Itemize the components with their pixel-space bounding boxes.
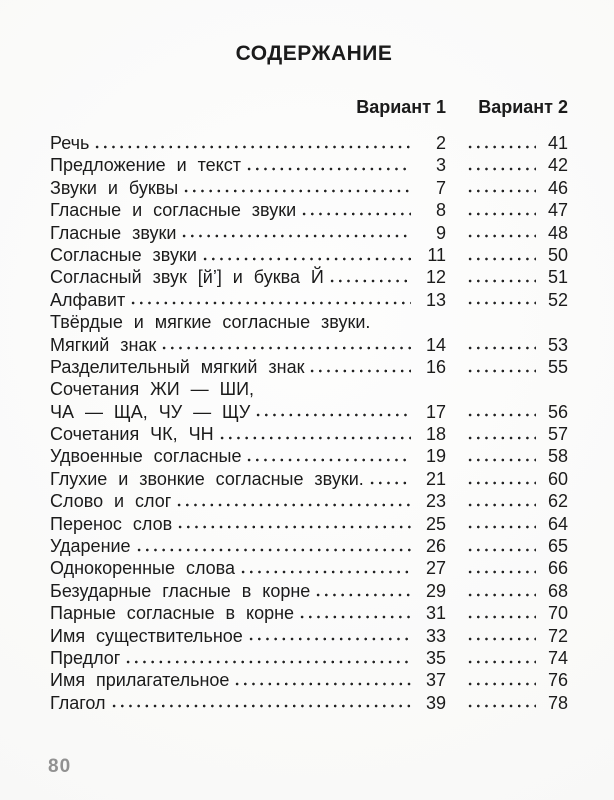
page-number-variant2: 65 bbox=[547, 536, 568, 557]
dot-leader bbox=[201, 244, 411, 266]
toc-row bbox=[50, 445, 568, 467]
dot-leader bbox=[466, 625, 536, 647]
toc-entry-title: Глагол bbox=[50, 692, 106, 713]
toc-entry-title: Слово и слог bbox=[50, 491, 172, 512]
dot-leader bbox=[93, 132, 411, 154]
toc-entry-title: Имя существительное bbox=[50, 625, 243, 646]
variant2-cell bbox=[446, 513, 568, 535]
dot-leader bbox=[466, 199, 536, 221]
page-number-folio: 80 bbox=[48, 756, 72, 777]
dot-leader bbox=[135, 535, 411, 557]
toc-content bbox=[50, 0, 568, 714]
toc-entry-title: Твёрдые и мягкие согласные звуки. bbox=[50, 312, 371, 333]
toc-row bbox=[50, 266, 568, 288]
dot-leader bbox=[129, 289, 411, 311]
toc-entry-title: Мягкий знак bbox=[50, 334, 157, 355]
dot-leader bbox=[254, 401, 411, 423]
variant2-cell bbox=[446, 289, 568, 311]
variant2-cell bbox=[446, 154, 568, 176]
page-number-variant2: 66 bbox=[547, 558, 568, 579]
page-number-variant2: 68 bbox=[547, 580, 568, 601]
toc-row bbox=[50, 244, 568, 266]
page-number-variant2: 57 bbox=[547, 424, 568, 445]
variant2-cell bbox=[446, 647, 568, 669]
dot-leader bbox=[124, 647, 411, 669]
variant2-cell bbox=[446, 490, 568, 512]
toc-row bbox=[50, 334, 568, 356]
toc-entry-title: Сочетания ЖИ — ШИ, bbox=[50, 379, 255, 400]
page-number-variant1: 14 bbox=[425, 334, 446, 355]
page-number-variant1: 7 bbox=[435, 177, 446, 198]
dot-leader bbox=[466, 602, 536, 624]
dot-leader bbox=[247, 625, 411, 647]
dot-leader bbox=[180, 222, 411, 244]
dot-leader bbox=[466, 289, 536, 311]
page-number-variant1: 37 bbox=[425, 670, 446, 691]
toc-row bbox=[50, 557, 568, 579]
variant2-cell bbox=[446, 557, 568, 579]
page-number-variant1: 12 bbox=[425, 267, 446, 288]
dot-leader bbox=[182, 177, 411, 199]
page-number-variant1: 26 bbox=[425, 536, 446, 557]
page-number-variant1: 27 bbox=[425, 558, 446, 579]
page-number-variant1: 2 bbox=[435, 133, 446, 153]
toc-row bbox=[50, 132, 568, 154]
variant2-cell bbox=[446, 177, 568, 199]
variant2-cell bbox=[446, 535, 568, 557]
page-number-variant1: 18 bbox=[425, 424, 446, 445]
variant2-cell bbox=[446, 468, 568, 490]
toc-entry-title: Сочетания ЧК, ЧН bbox=[50, 424, 214, 445]
page-number-variant1: 21 bbox=[425, 468, 446, 489]
page-number-variant2: 46 bbox=[547, 177, 568, 198]
variant2-cell bbox=[446, 692, 568, 714]
toc-row bbox=[50, 513, 568, 535]
page-number-variant2: 62 bbox=[547, 491, 568, 512]
variant2-column-header: Вариант 2 bbox=[478, 97, 568, 117]
dot-leader bbox=[300, 199, 411, 221]
dot-leader bbox=[298, 602, 411, 624]
variant2-cell bbox=[446, 401, 568, 423]
page-number-variant2: 58 bbox=[547, 446, 568, 467]
toc-entry-title: Согласные звуки bbox=[50, 244, 197, 265]
dot-leader bbox=[466, 692, 536, 714]
toc-entry-title: ЧА — ЩА, ЧУ — ЩУ bbox=[50, 401, 251, 422]
variant2-cell bbox=[446, 334, 568, 356]
dot-leader bbox=[466, 468, 536, 490]
toc-entry-title: Гласные звуки bbox=[50, 222, 177, 243]
toc-row bbox=[50, 378, 568, 400]
page-number-variant1: 17 bbox=[425, 401, 446, 422]
dot-leader bbox=[466, 154, 536, 176]
variant2-cell bbox=[446, 356, 568, 378]
page-number-variant1: 29 bbox=[425, 580, 446, 601]
toc-row bbox=[50, 177, 568, 199]
page-number-variant2: 74 bbox=[547, 647, 568, 668]
dot-leader bbox=[314, 580, 411, 602]
page-number-variant2: 56 bbox=[547, 401, 568, 422]
dot-leader bbox=[466, 580, 536, 602]
dot-leader bbox=[466, 423, 536, 445]
page-number-variant2: 52 bbox=[547, 289, 568, 310]
toc-entry-title: Предлог bbox=[50, 647, 121, 668]
page-number-variant2: 78 bbox=[547, 692, 568, 713]
toc-entry-title: Ударение bbox=[50, 536, 131, 557]
toc-row bbox=[50, 580, 568, 602]
variant2-cell bbox=[446, 132, 568, 154]
dot-leader bbox=[466, 445, 536, 467]
page-number-variant2: 72 bbox=[547, 625, 568, 646]
variant1-column-header: Вариант 1 bbox=[356, 97, 446, 117]
toc-row bbox=[50, 602, 568, 624]
page-number-variant1: 19 bbox=[425, 446, 446, 467]
dot-leader bbox=[466, 356, 536, 378]
toc-row bbox=[50, 222, 568, 244]
page-number-variant1: 23 bbox=[425, 491, 446, 512]
dot-leader bbox=[466, 401, 536, 423]
page-number-variant1: 25 bbox=[425, 513, 446, 534]
dot-leader bbox=[368, 468, 411, 490]
toc-row bbox=[50, 625, 568, 647]
dot-leader bbox=[175, 490, 411, 512]
toc-row bbox=[50, 401, 568, 423]
toc-row bbox=[50, 468, 568, 490]
dot-leader bbox=[110, 692, 411, 714]
dot-leader bbox=[245, 445, 411, 467]
toc-row bbox=[50, 311, 568, 333]
dot-leader bbox=[160, 334, 411, 356]
page-number-variant2: 55 bbox=[547, 356, 568, 377]
variant2-cell bbox=[446, 423, 568, 445]
variant2-cell bbox=[446, 580, 568, 602]
toc-row bbox=[50, 692, 568, 714]
toc-entry-title: Разделительный мягкий знак bbox=[50, 356, 305, 377]
toc-row bbox=[50, 356, 568, 378]
dot-leader bbox=[328, 266, 411, 288]
dot-leader bbox=[176, 513, 411, 535]
toc-entry-title: Согласный звук [й’] и буква Й bbox=[50, 267, 324, 288]
variant2-cell bbox=[446, 669, 568, 691]
page-number-variant1: 9 bbox=[435, 222, 446, 243]
toc-row bbox=[50, 199, 568, 221]
page-number-variant2: 76 bbox=[547, 670, 568, 691]
toc-row bbox=[50, 423, 568, 445]
toc-entry-title: Предложение и текст bbox=[50, 155, 241, 176]
toc-row bbox=[50, 490, 568, 512]
variant-header-row bbox=[50, 97, 568, 118]
page-number-variant2: 47 bbox=[547, 200, 568, 221]
dot-leader bbox=[466, 132, 536, 154]
toc-entry-title: Безударные гласные в корне bbox=[50, 580, 311, 601]
page-number-variant2: 60 bbox=[547, 468, 568, 489]
toc-entry-title: Однокоренные слова bbox=[50, 558, 236, 579]
dot-leader bbox=[233, 669, 411, 691]
dot-leader bbox=[245, 154, 411, 176]
page-number-variant1: 3 bbox=[435, 155, 446, 176]
dot-leader bbox=[466, 535, 536, 557]
toc-row bbox=[50, 154, 568, 176]
toc-row bbox=[50, 535, 568, 557]
dot-leader bbox=[466, 177, 536, 199]
page-number-variant1: 31 bbox=[425, 603, 446, 624]
dot-leader bbox=[466, 490, 536, 512]
page-number-variant2: 70 bbox=[547, 603, 568, 624]
toc-entry-title: Речь bbox=[50, 133, 90, 153]
toc-entry-title: Удвоенные согласные bbox=[50, 446, 242, 467]
dot-leader bbox=[466, 669, 536, 691]
toc-row bbox=[50, 647, 568, 669]
variant2-cell bbox=[446, 445, 568, 467]
page-number-variant1: 39 bbox=[425, 692, 446, 713]
dot-leader bbox=[218, 423, 411, 445]
variant2-cell bbox=[446, 222, 568, 244]
dot-leader bbox=[239, 557, 411, 579]
toc-list bbox=[50, 132, 568, 714]
dot-leader bbox=[466, 244, 536, 266]
toc-entry-title: Гласные и согласные звуки bbox=[50, 200, 297, 221]
toc-entry-title: Алфавит bbox=[50, 289, 126, 310]
page-number-variant2: 42 bbox=[547, 155, 568, 176]
dot-leader bbox=[466, 557, 536, 579]
page-number-variant2: 51 bbox=[547, 267, 568, 288]
variant2-cell bbox=[446, 244, 568, 266]
toc-entry-title: Имя прилагательное bbox=[50, 670, 230, 691]
page-number-variant1: 35 bbox=[425, 647, 446, 668]
page-number-variant1: 11 bbox=[427, 244, 446, 265]
variant2-cell bbox=[446, 266, 568, 288]
variant2-cell bbox=[446, 625, 568, 647]
dot-leader bbox=[308, 356, 411, 378]
toc-row bbox=[50, 289, 568, 311]
page-number-variant1: 33 bbox=[425, 625, 446, 646]
page-number-variant2: 50 bbox=[547, 244, 568, 265]
dot-leader bbox=[466, 222, 536, 244]
page-title: СОДЕРЖАНИЕ bbox=[235, 42, 393, 65]
dot-leader bbox=[466, 334, 536, 356]
toc-entry-title: Глухие и звонкие согласные звуки. bbox=[50, 468, 364, 489]
toc-entry-title: Перенос слов bbox=[50, 513, 173, 534]
variant2-cell bbox=[446, 199, 568, 221]
dot-leader bbox=[466, 266, 536, 288]
dot-leader bbox=[466, 513, 536, 535]
toc-entry-title: Парные согласные в корне bbox=[50, 603, 295, 624]
toc-entry-title: Звуки и буквы bbox=[50, 177, 179, 198]
page-number-variant2: 41 bbox=[547, 133, 568, 153]
dot-leader bbox=[466, 647, 536, 669]
toc-row bbox=[50, 669, 568, 691]
page-number-variant2: 53 bbox=[547, 334, 568, 355]
page-number-variant1: 13 bbox=[425, 289, 446, 310]
page-number-variant1: 16 bbox=[425, 356, 446, 377]
page-number-variant2: 64 bbox=[547, 513, 568, 534]
variant2-cell bbox=[446, 602, 568, 624]
page-number-variant2: 48 bbox=[547, 222, 568, 243]
page-number-variant1: 8 bbox=[435, 200, 446, 221]
